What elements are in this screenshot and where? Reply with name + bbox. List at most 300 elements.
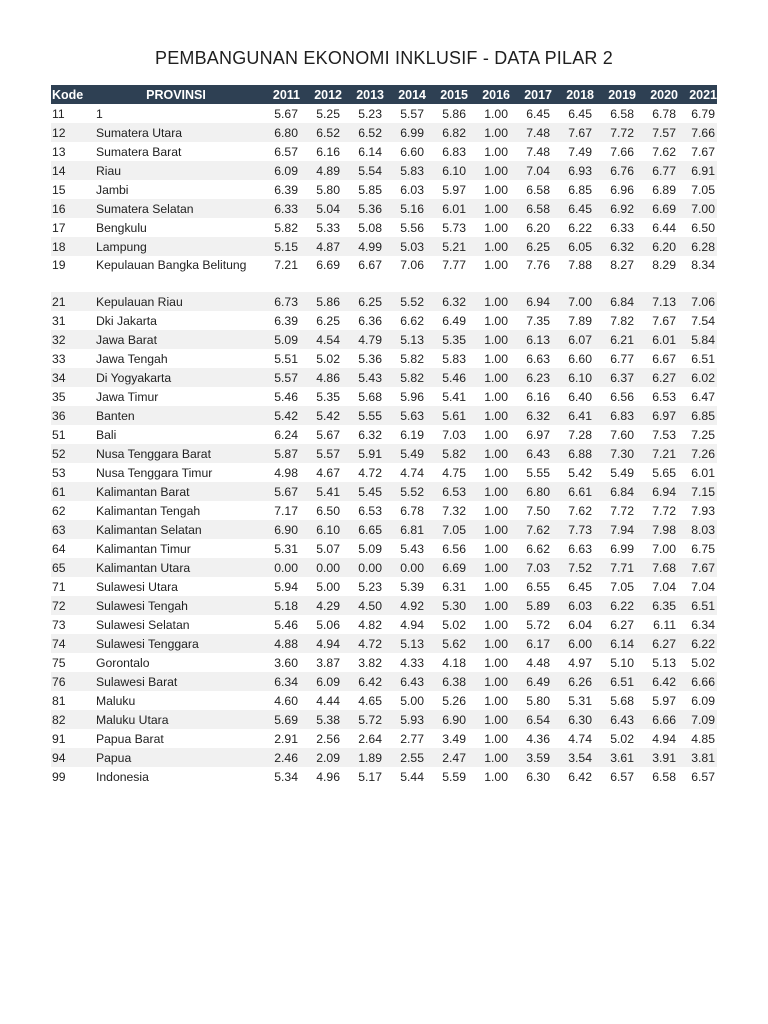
cell-value: 5.84 bbox=[678, 330, 717, 349]
cell-value: 6.10 bbox=[552, 368, 594, 387]
cell-value: 6.57 bbox=[610, 769, 634, 784]
cell-value: 6.42 bbox=[342, 672, 384, 691]
cell-value: 5.94 bbox=[274, 579, 298, 594]
cell-value: 1.00 bbox=[468, 634, 510, 653]
cell-value: 6.69 bbox=[316, 258, 340, 272]
cell-value: 5.61 bbox=[426, 406, 468, 425]
cell-value: 8.03 bbox=[678, 520, 717, 539]
cell-value: 6.66 bbox=[636, 710, 678, 729]
data-table bbox=[51, 85, 717, 786]
cell-provinsi: Sulawesi Tengah bbox=[94, 596, 258, 615]
table-row bbox=[51, 729, 717, 748]
cell-value: 7.15 bbox=[678, 482, 717, 501]
cell-value: 6.60 bbox=[568, 351, 592, 366]
cell-value: 7.28 bbox=[568, 427, 592, 442]
cell-value: 1.00 bbox=[484, 258, 508, 272]
table-row bbox=[51, 615, 717, 634]
cell-value: 4.94 bbox=[652, 731, 676, 746]
cell-provinsi: Indonesia bbox=[96, 769, 149, 784]
table-row bbox=[51, 387, 717, 406]
cell-provinsi: Riau bbox=[94, 161, 258, 180]
cell-provinsi: Nusa Tenggara Barat bbox=[94, 444, 258, 463]
table-row bbox=[51, 368, 717, 387]
cell-value: 1.00 bbox=[468, 161, 510, 180]
cell-provinsi: Sumatera Selatan bbox=[94, 199, 258, 218]
cell-value: 7.66 bbox=[610, 144, 634, 159]
cell-value: 7.67 bbox=[691, 144, 715, 159]
cell-kode: 18 bbox=[51, 237, 94, 256]
cell-value: 6.85 bbox=[568, 182, 592, 197]
cell-value: 5.36 bbox=[342, 199, 384, 218]
cell-value: 1.00 bbox=[468, 444, 510, 463]
cell-value: 6.27 bbox=[636, 368, 678, 387]
cell-value: 7.54 bbox=[691, 313, 715, 328]
cell-value: 6.50 bbox=[691, 220, 715, 235]
cell-value: 5.35 bbox=[316, 389, 340, 404]
cell-value: 6.96 bbox=[610, 182, 634, 197]
table-row bbox=[51, 123, 717, 142]
cell-value: 6.09 bbox=[300, 672, 342, 691]
cell-value: 5.36 bbox=[358, 351, 382, 366]
cell-value: 5.69 bbox=[258, 710, 300, 729]
cell-value: 6.77 bbox=[636, 161, 678, 180]
cell-value: 4.94 bbox=[300, 634, 342, 653]
table-row bbox=[51, 634, 717, 653]
cell-value: 5.03 bbox=[384, 237, 426, 256]
table-row bbox=[51, 653, 717, 672]
cell-value: 5.55 bbox=[342, 406, 384, 425]
cell-value: 6.89 bbox=[652, 182, 676, 197]
cell-value: 6.91 bbox=[678, 161, 717, 180]
cell-value: 5.07 bbox=[316, 541, 340, 556]
cell-provinsi: Jawa Timur bbox=[96, 389, 159, 404]
cell-value: 6.42 bbox=[636, 672, 678, 691]
cell-value: 7.04 bbox=[691, 579, 715, 594]
cell-value: 0.00 bbox=[300, 558, 342, 577]
cell-value: 6.25 bbox=[510, 237, 552, 256]
cell-value: 6.24 bbox=[274, 427, 298, 442]
cell-value: 6.32 bbox=[594, 237, 636, 256]
cell-value: 5.68 bbox=[358, 389, 382, 404]
cell-value: 5.23 bbox=[358, 579, 382, 594]
cell-value: 1.00 bbox=[468, 330, 510, 349]
cell-value: 2.47 bbox=[426, 748, 468, 767]
cell-value: 6.28 bbox=[678, 237, 717, 256]
cell-value: 5.51 bbox=[274, 351, 298, 366]
cell-value: 5.96 bbox=[400, 389, 424, 404]
cell-value: 7.06 bbox=[400, 258, 424, 272]
cell-value: 7.03 bbox=[510, 558, 552, 577]
cell-value: 5.86 bbox=[300, 292, 342, 311]
cell-value: 6.19 bbox=[400, 427, 424, 442]
cell-value: 7.32 bbox=[442, 503, 466, 518]
cell-value: 7.48 bbox=[510, 123, 552, 142]
cell-value: 4.94 bbox=[400, 617, 424, 632]
cell-provinsi: 1 bbox=[96, 106, 103, 121]
cell-value: 4.86 bbox=[300, 368, 342, 387]
cell-value: 5.82 bbox=[426, 444, 468, 463]
cell-value: 0.00 bbox=[258, 558, 300, 577]
cell-value: 5.42 bbox=[258, 406, 300, 425]
cell-value: 7.71 bbox=[594, 558, 636, 577]
cell-value: 6.73 bbox=[258, 292, 300, 311]
cell-value: 5.83 bbox=[384, 161, 426, 180]
cell-value: 1.00 bbox=[468, 237, 510, 256]
cell-value: 6.36 bbox=[358, 313, 382, 328]
cell-value: 6.85 bbox=[678, 406, 717, 425]
cell-value: 5.45 bbox=[342, 482, 384, 501]
cell-value: 5.83 bbox=[442, 351, 466, 366]
cell-value: 5.55 bbox=[526, 465, 550, 480]
cell-value: 3.87 bbox=[316, 655, 340, 670]
table-row bbox=[51, 218, 717, 237]
cell-kode: 62 bbox=[52, 503, 66, 518]
cell-value: 5.13 bbox=[652, 655, 676, 670]
cell-value: 4.74 bbox=[400, 465, 424, 480]
cell-value: 7.26 bbox=[678, 444, 717, 463]
cell-value: 6.81 bbox=[384, 520, 426, 539]
cell-value: 1.00 bbox=[484, 351, 508, 366]
cell-value: 6.63 bbox=[526, 351, 550, 366]
cell-value: 1.00 bbox=[484, 389, 508, 404]
cell-value: 5.25 bbox=[316, 106, 340, 121]
cell-value: 7.05 bbox=[610, 579, 634, 594]
cell-value: 5.00 bbox=[316, 579, 340, 594]
cell-provinsi: Maluku Utara bbox=[94, 710, 258, 729]
cell-value: 5.67 bbox=[258, 482, 300, 501]
cell-value: 6.14 bbox=[594, 634, 636, 653]
cell-value: 4.18 bbox=[442, 655, 466, 670]
cell-value: 5.97 bbox=[442, 182, 466, 197]
cell-kode: 14 bbox=[51, 161, 94, 180]
cell-value: 6.01 bbox=[636, 330, 678, 349]
cell-value: 6.80 bbox=[510, 482, 552, 501]
cell-value: 0.00 bbox=[384, 558, 426, 577]
cell-provinsi: Jambi bbox=[96, 182, 129, 197]
cell-value: 6.02 bbox=[678, 368, 717, 387]
cell-value: 6.05 bbox=[552, 237, 594, 256]
table-row bbox=[51, 237, 717, 256]
table-row bbox=[51, 672, 717, 691]
cell-value: 5.18 bbox=[258, 596, 300, 615]
cell-value: 6.76 bbox=[594, 161, 636, 180]
cell-value: 0.00 bbox=[342, 558, 384, 577]
cell-value: 6.10 bbox=[426, 161, 468, 180]
cell-value: 6.62 bbox=[526, 541, 550, 556]
cell-value: 1.00 bbox=[484, 617, 508, 632]
cell-value: 5.17 bbox=[358, 769, 382, 784]
cell-kode: 12 bbox=[51, 123, 94, 142]
cell-provinsi: Kepulauan Riau bbox=[94, 292, 258, 311]
cell-value: 4.88 bbox=[258, 634, 300, 653]
cell-value: 6.83 bbox=[594, 406, 636, 425]
cell-value: 6.57 bbox=[274, 144, 298, 159]
cell-value: 6.57 bbox=[691, 769, 715, 784]
cell-kode: 91 bbox=[52, 731, 66, 746]
cell-value: 6.30 bbox=[552, 710, 594, 729]
cell-value: 5.09 bbox=[258, 330, 300, 349]
cell-value: 4.79 bbox=[342, 330, 384, 349]
cell-value: 7.93 bbox=[691, 503, 715, 518]
cell-value: 7.04 bbox=[652, 579, 676, 594]
cell-value: 6.25 bbox=[342, 292, 384, 311]
cell-value: 5.49 bbox=[610, 465, 634, 480]
cell-value: 6.51 bbox=[691, 351, 715, 366]
cell-value: 4.98 bbox=[274, 465, 298, 480]
cell-value: 3.59 bbox=[510, 748, 552, 767]
cell-kode: 16 bbox=[51, 199, 94, 218]
cell-value: 6.10 bbox=[300, 520, 342, 539]
cell-value: 6.21 bbox=[594, 330, 636, 349]
cell-value: 6.38 bbox=[426, 672, 468, 691]
cell-value: 7.25 bbox=[691, 427, 715, 442]
cell-value: 5.10 bbox=[610, 655, 634, 670]
cell-value: 5.30 bbox=[426, 596, 468, 615]
cell-provinsi: Jawa Tengah bbox=[96, 351, 168, 366]
cell-value: 6.33 bbox=[610, 220, 634, 235]
cell-value: 6.53 bbox=[652, 389, 676, 404]
cell-kode: 74 bbox=[51, 634, 94, 653]
cell-value: 1.00 bbox=[468, 406, 510, 425]
cell-value: 5.85 bbox=[358, 182, 382, 197]
cell-value: 5.21 bbox=[426, 237, 468, 256]
cell-value: 5.82 bbox=[400, 351, 424, 366]
cell-value: 6.56 bbox=[442, 541, 466, 556]
cell-value: 1.00 bbox=[484, 503, 508, 518]
cell-value: 7.09 bbox=[678, 710, 717, 729]
cell-value: 5.26 bbox=[442, 693, 466, 708]
cell-value: 7.13 bbox=[636, 292, 678, 311]
cell-value: 7.98 bbox=[636, 520, 678, 539]
cell-value: 6.49 bbox=[442, 313, 466, 328]
cell-value: 1.00 bbox=[484, 313, 508, 328]
cell-value: 6.09 bbox=[691, 693, 715, 708]
cell-value: 7.62 bbox=[510, 520, 552, 539]
cell-kode: 94 bbox=[51, 748, 94, 767]
header-year: 2014 bbox=[384, 85, 426, 104]
cell-value: 1.00 bbox=[468, 292, 510, 311]
cell-kode: 65 bbox=[51, 558, 94, 577]
cell-value: 5.00 bbox=[400, 693, 424, 708]
cell-value: 7.67 bbox=[678, 558, 717, 577]
cell-kode: 31 bbox=[52, 313, 66, 328]
cell-value: 3.49 bbox=[442, 731, 466, 746]
cell-value: 6.27 bbox=[636, 634, 678, 653]
cell-value: 6.27 bbox=[610, 617, 634, 632]
cell-value: 8.34 bbox=[691, 258, 715, 272]
cell-value: 6.45 bbox=[552, 199, 594, 218]
cell-value: 2.09 bbox=[300, 748, 342, 767]
cell-value: 7.05 bbox=[691, 182, 715, 197]
cell-kode: 71 bbox=[52, 579, 66, 594]
table-row bbox=[51, 330, 717, 349]
cell-value: 6.84 bbox=[594, 292, 636, 311]
cell-value: 4.74 bbox=[568, 731, 592, 746]
cell-value: 7.00 bbox=[678, 199, 717, 218]
cell-kode: 34 bbox=[51, 368, 94, 387]
cell-kode: 63 bbox=[51, 520, 94, 539]
cell-value: 6.79 bbox=[691, 106, 715, 121]
cell-value: 5.80 bbox=[316, 182, 340, 197]
cell-value: 5.52 bbox=[384, 482, 426, 501]
cell-value: 7.17 bbox=[274, 503, 298, 518]
cell-kode: 15 bbox=[52, 182, 66, 197]
cell-value: 6.53 bbox=[358, 503, 382, 518]
cell-value: 7.00 bbox=[552, 292, 594, 311]
cell-value: 6.00 bbox=[552, 634, 594, 653]
cell-value: 6.32 bbox=[426, 292, 468, 311]
cell-provinsi: Kepulauan Bangka Belitung bbox=[96, 258, 247, 272]
cell-value: 2.91 bbox=[274, 731, 298, 746]
cell-value: 6.42 bbox=[568, 769, 592, 784]
cell-value: 4.85 bbox=[691, 731, 715, 746]
cell-value: 5.39 bbox=[400, 579, 424, 594]
cell-value: 4.72 bbox=[358, 465, 382, 480]
cell-value: 4.65 bbox=[358, 693, 382, 708]
cell-value: 5.02 bbox=[691, 655, 715, 670]
cell-value: 5.82 bbox=[274, 220, 298, 235]
cell-value: 5.57 bbox=[300, 444, 342, 463]
cell-value: 6.13 bbox=[510, 330, 552, 349]
cell-value: 5.89 bbox=[510, 596, 552, 615]
cell-value: 1.00 bbox=[484, 655, 508, 670]
cell-value: 1.00 bbox=[484, 182, 508, 197]
cell-value: 6.09 bbox=[258, 161, 300, 180]
cell-value: 5.67 bbox=[274, 106, 298, 121]
cell-value: 3.91 bbox=[636, 748, 678, 767]
cell-value: 5.67 bbox=[316, 427, 340, 442]
table-row bbox=[51, 520, 717, 539]
cell-value: 6.78 bbox=[400, 503, 424, 518]
cell-value: 6.45 bbox=[568, 579, 592, 594]
cell-value: 4.60 bbox=[274, 693, 298, 708]
cell-value: 5.42 bbox=[300, 406, 342, 425]
cell-kode: 21 bbox=[51, 292, 94, 311]
cell-value: 5.57 bbox=[258, 368, 300, 387]
cell-value: 6.25 bbox=[316, 313, 340, 328]
cell-value: 5.31 bbox=[568, 693, 592, 708]
cell-value: 4.97 bbox=[568, 655, 592, 670]
cell-value: 1.00 bbox=[468, 520, 510, 539]
cell-value: 6.83 bbox=[442, 144, 466, 159]
cell-value: 6.97 bbox=[636, 406, 678, 425]
cell-value: 8.29 bbox=[652, 258, 676, 272]
cell-kode: 61 bbox=[51, 482, 94, 501]
cell-value: 6.58 bbox=[610, 106, 634, 121]
cell-provinsi: Banten bbox=[94, 406, 258, 425]
cell-value: 1.00 bbox=[484, 693, 508, 708]
cell-value: 5.13 bbox=[384, 634, 426, 653]
table-row bbox=[51, 256, 717, 292]
cell-value: 6.56 bbox=[610, 389, 634, 404]
cell-kode: 75 bbox=[52, 655, 66, 670]
table-row bbox=[51, 748, 717, 767]
cell-value: 6.01 bbox=[691, 465, 715, 480]
cell-value: 7.72 bbox=[594, 123, 636, 142]
cell-value: 1.00 bbox=[484, 465, 508, 480]
cell-value: 6.39 bbox=[274, 182, 298, 197]
cell-value: 6.47 bbox=[691, 389, 715, 404]
cell-value: 6.14 bbox=[358, 144, 382, 159]
cell-value: 6.99 bbox=[384, 123, 426, 142]
cell-value: 5.97 bbox=[652, 693, 676, 708]
cell-value: 6.43 bbox=[510, 444, 552, 463]
cell-value: 5.41 bbox=[300, 482, 342, 501]
cell-value: 7.04 bbox=[510, 161, 552, 180]
cell-value: 1.89 bbox=[342, 748, 384, 767]
cell-value: 6.11 bbox=[653, 617, 676, 632]
cell-value: 2.64 bbox=[358, 731, 382, 746]
cell-value: 6.80 bbox=[258, 123, 300, 142]
cell-value: 7.73 bbox=[552, 520, 594, 539]
cell-value: 6.90 bbox=[258, 520, 300, 539]
cell-value: 7.60 bbox=[610, 427, 634, 442]
cell-value: 1.00 bbox=[484, 427, 508, 442]
cell-value: 6.94 bbox=[510, 292, 552, 311]
cell-value: 6.23 bbox=[510, 368, 552, 387]
cell-kode: 81 bbox=[52, 693, 66, 708]
cell-value: 7.53 bbox=[652, 427, 676, 442]
table-row bbox=[51, 444, 717, 463]
cell-provinsi: Jawa Barat bbox=[94, 330, 258, 349]
cell-provinsi: Sumatera Barat bbox=[96, 144, 182, 159]
table-row bbox=[51, 558, 717, 577]
cell-value: 6.32 bbox=[358, 427, 382, 442]
cell-value: 2.56 bbox=[316, 731, 340, 746]
cell-value: 1.00 bbox=[484, 579, 508, 594]
cell-value: 5.43 bbox=[400, 541, 424, 556]
cell-provinsi: Bali bbox=[96, 427, 117, 442]
cell-value: 6.34 bbox=[258, 672, 300, 691]
cell-value: 4.92 bbox=[384, 596, 426, 615]
cell-value: 7.66 bbox=[678, 123, 717, 142]
cell-value: 7.50 bbox=[526, 503, 550, 518]
cell-kode: 17 bbox=[52, 220, 66, 235]
header-year: 2016 bbox=[468, 85, 510, 104]
cell-value: 6.37 bbox=[594, 368, 636, 387]
header-year: 2017 bbox=[510, 85, 552, 104]
cell-value: 1.00 bbox=[468, 199, 510, 218]
cell-kode: 73 bbox=[52, 617, 66, 632]
cell-kode: 32 bbox=[51, 330, 94, 349]
cell-value: 4.96 bbox=[316, 769, 340, 784]
cell-value: 2.77 bbox=[400, 731, 424, 746]
table-row bbox=[51, 482, 717, 501]
header-year: 2013 bbox=[342, 85, 384, 104]
cell-value: 5.86 bbox=[442, 106, 466, 121]
cell-provinsi: Kalimantan Selatan bbox=[94, 520, 258, 539]
cell-value: 1.00 bbox=[468, 710, 510, 729]
cell-value: 3.81 bbox=[678, 748, 717, 767]
cell-provinsi: Bengkulu bbox=[96, 220, 147, 235]
cell-value: 5.13 bbox=[384, 330, 426, 349]
cell-value: 6.54 bbox=[510, 710, 552, 729]
cell-kode: 82 bbox=[51, 710, 94, 729]
cell-value: 7.88 bbox=[568, 258, 592, 272]
cell-value: 5.52 bbox=[384, 292, 426, 311]
cell-value: 6.31 bbox=[442, 579, 466, 594]
cell-value: 5.49 bbox=[384, 444, 426, 463]
cell-value: 5.82 bbox=[384, 368, 426, 387]
cell-value: 6.61 bbox=[552, 482, 594, 501]
cell-value: 3.82 bbox=[358, 655, 382, 670]
cell-value: 1.00 bbox=[484, 220, 508, 235]
cell-kode: 52 bbox=[51, 444, 94, 463]
cell-value: 5.34 bbox=[274, 769, 298, 784]
cell-value: 6.69 bbox=[426, 558, 468, 577]
cell-value: 1.00 bbox=[484, 144, 508, 159]
cell-value: 5.02 bbox=[610, 731, 634, 746]
